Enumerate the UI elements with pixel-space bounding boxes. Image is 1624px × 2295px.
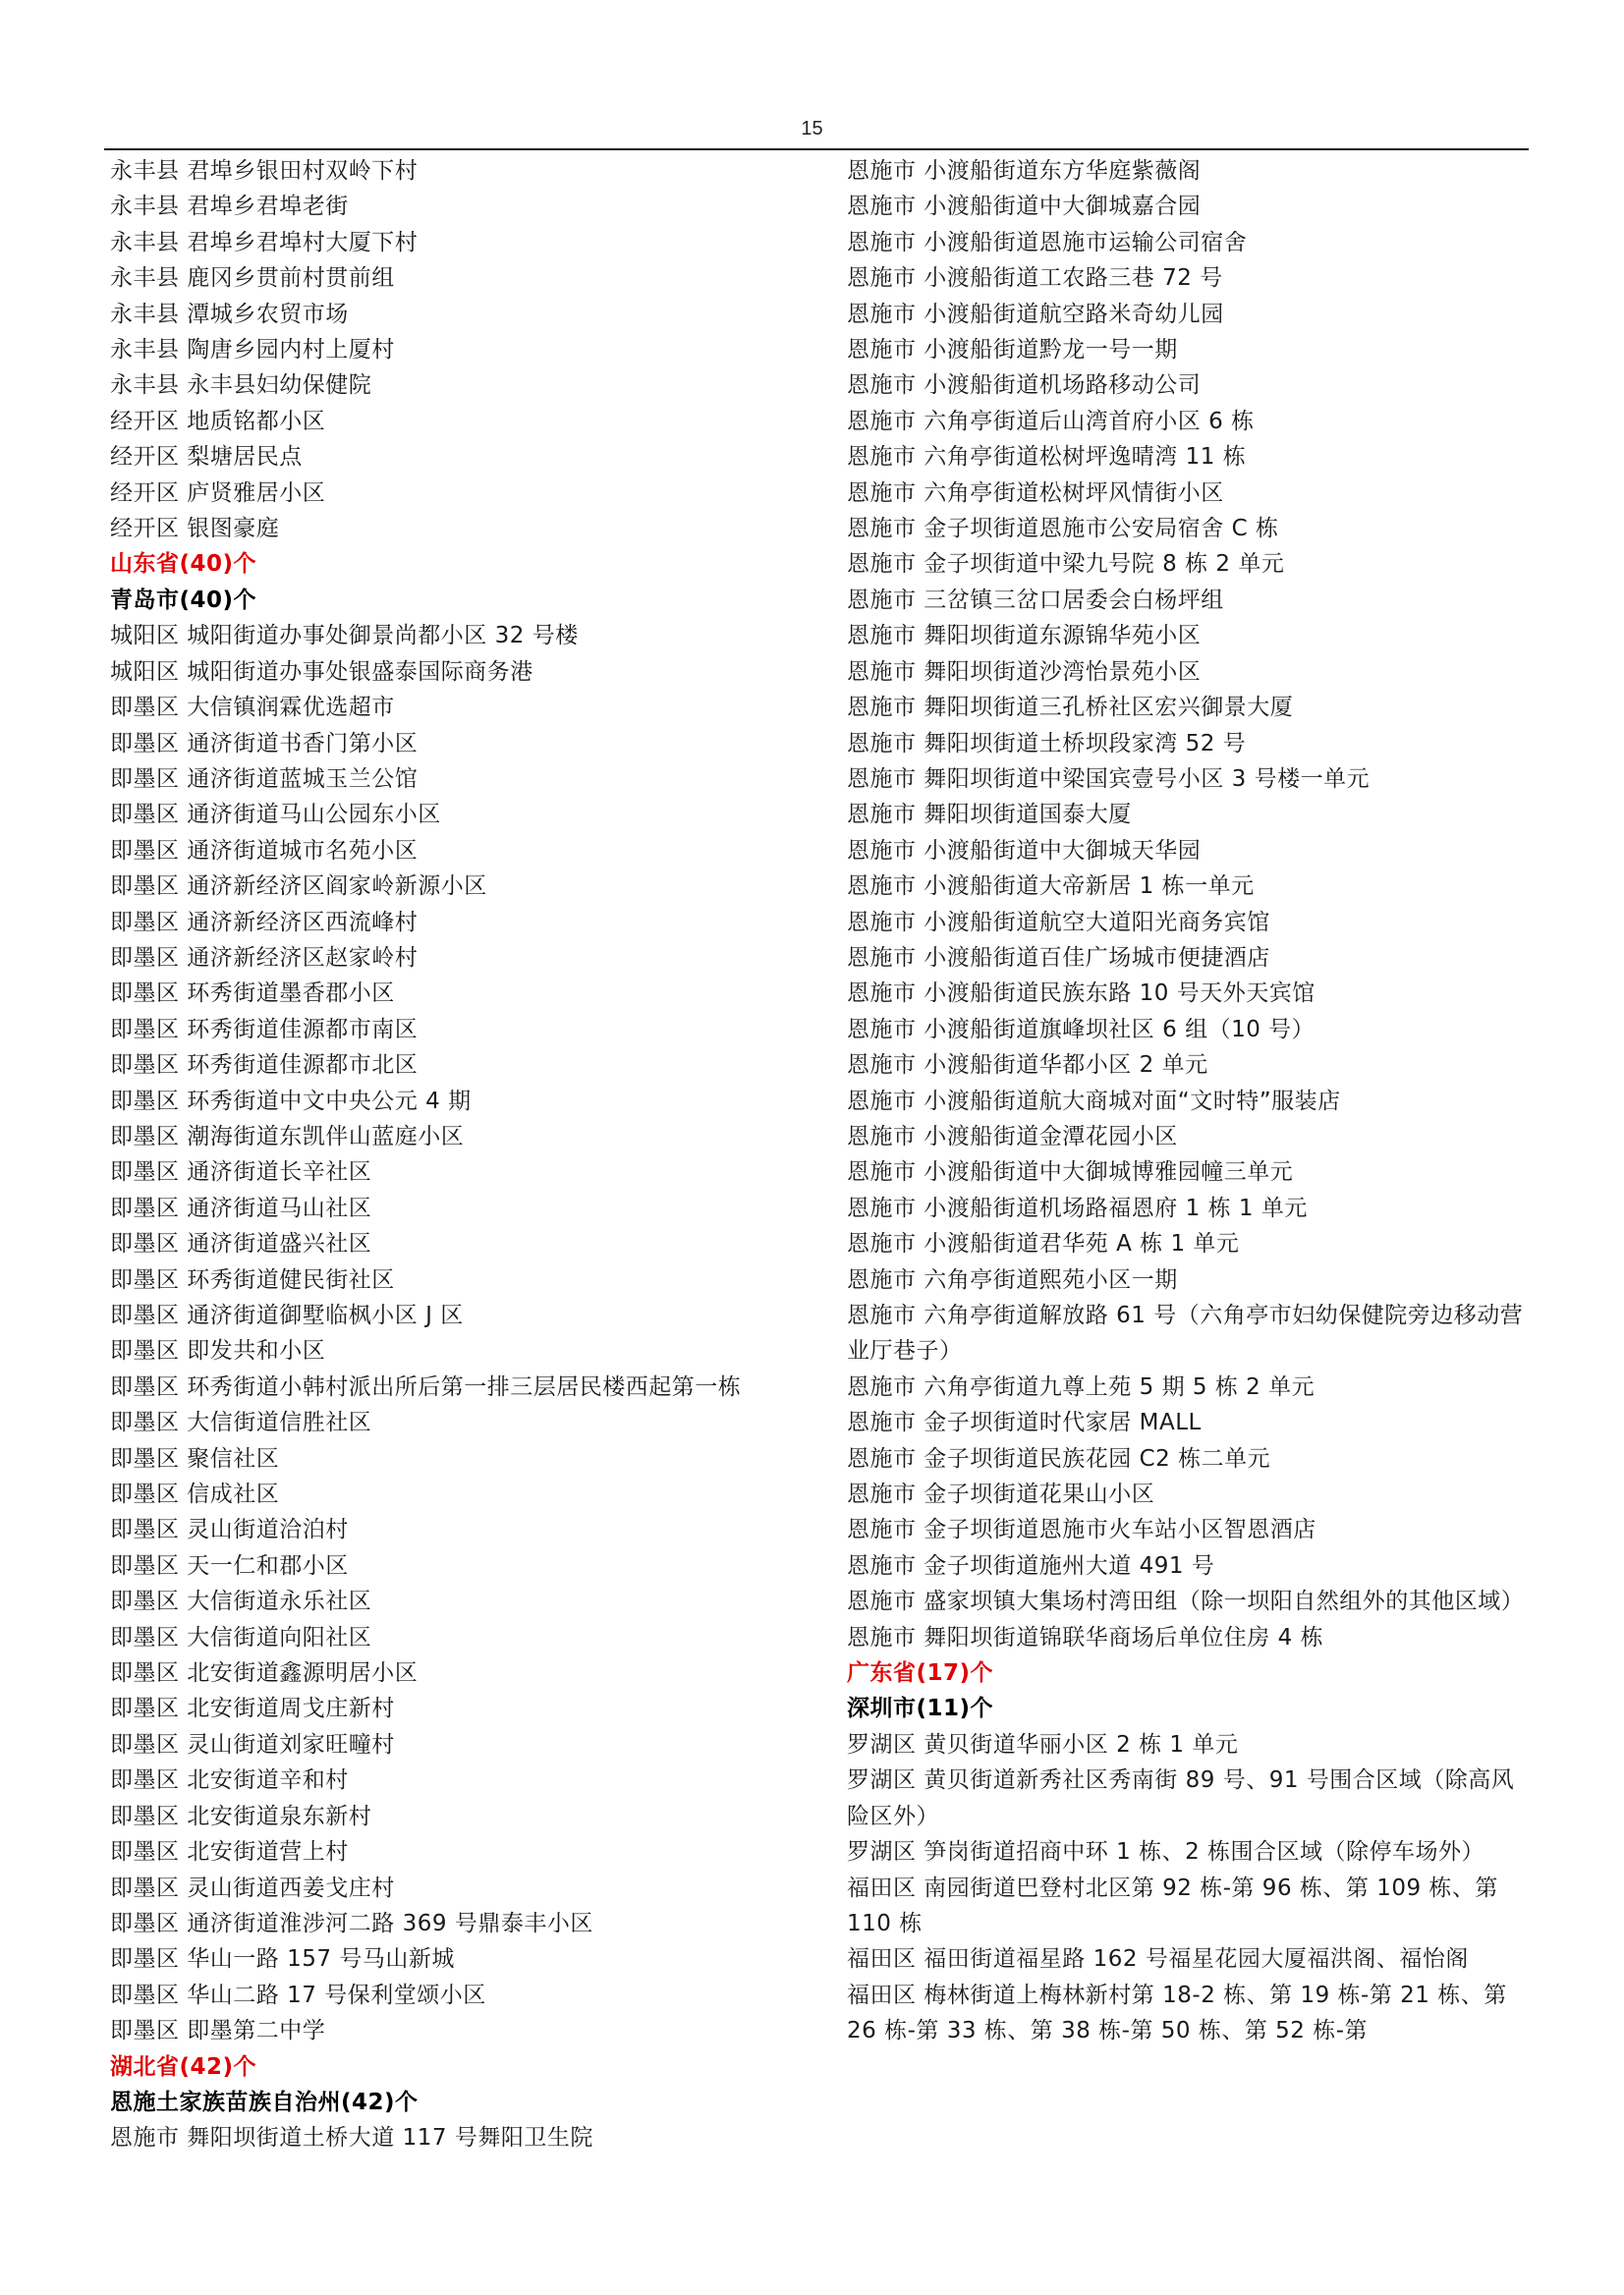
- location-entry: 恩施市 小渡船街道中大御城天华园: [847, 837, 1202, 864]
- location-entry: 永丰县 君埠乡银田村双岭下村: [110, 158, 419, 184]
- city-heading: 青岛市(40)个: [110, 587, 257, 613]
- location-entry: 即墨区 环秀街道小韩村派出所后第一排三层居民楼西起第一栋: [110, 1373, 742, 1400]
- location-entry: 即墨区 通济新经济区西流峰村: [110, 909, 419, 935]
- location-entry: 恩施市 舞阳坝街道土桥坝段家湾 52 号: [847, 730, 1247, 756]
- location-entry: 即墨区 大信镇润霖优选超市: [110, 695, 395, 721]
- location-entry: 罗湖区 笋岗街道招商中环 1 栋、2 栋围合区域（除停车场外）: [847, 1839, 1485, 1866]
- location-entry: 即墨区 环秀街道佳源都市北区: [110, 1052, 419, 1079]
- location-entry: 恩施市 舞阳坝街道中梁国宾壹号小区 3 号楼一单元: [847, 765, 1371, 792]
- location-entry: 即墨区 通济新经济区赵家岭村: [110, 944, 419, 971]
- location-entry: 恩施市 舞阳坝街道土桥大道 117 号舞阳卫生院: [110, 2125, 593, 2152]
- city-heading: 深圳市(11)个: [847, 1696, 994, 1722]
- location-entry: 即墨区 大信街道永乐社区: [110, 1589, 372, 1615]
- location-entry: 即墨区 通济街道蓝城玉兰公馆: [110, 765, 419, 792]
- right-column: [847, 153, 1535, 2049]
- location-entry: 恩施市 舞阳坝街道锦联华商场后单位住房 4 栋: [847, 1624, 1324, 1651]
- location-entry: 即墨区 通济新经济区阎家岭新源小区: [110, 873, 487, 900]
- location-entry: 永丰县 陶唐乡园内村上厦村: [110, 337, 395, 364]
- page-number: 15: [801, 118, 823, 140]
- location-entry: 即墨区 环秀街道中文中央公元 4 期: [110, 1088, 472, 1114]
- province-heading: 湖北省(42)个: [110, 2053, 257, 2080]
- location-entry: 恩施市 金子坝街道施州大道 491 号: [847, 1552, 1215, 1579]
- location-entry: 永丰县 潭城乡农贸市场: [110, 301, 349, 327]
- location-entry: 恩施市 小渡船街道东方华庭紫薇阁: [847, 158, 1202, 184]
- province-heading: 广东省(17)个: [847, 1660, 994, 1687]
- location-entry: 即墨区 北安街道辛和村: [110, 1767, 349, 1794]
- location-entry: 恩施市 金子坝街道恩施市公安局宿舍 C 栋: [847, 516, 1279, 542]
- location-entry: 恩施市 小渡船街道民族东路 10 号天外天宾馆: [847, 980, 1316, 1007]
- location-entry: 恩施市 小渡船街道华都小区 2 单元: [847, 1052, 1208, 1079]
- location-entry: 恩施市 三岔镇三岔口居委会白杨坪组: [847, 587, 1224, 613]
- location-entry: 永丰县 永丰县妇幼保健院: [110, 372, 372, 399]
- location-entry: 恩施市 小渡船街道大帝新居 1 栋一单元: [847, 873, 1255, 900]
- location-entry: 恩施市 小渡船街道航空大道阳光商务宾馆: [847, 909, 1270, 935]
- location-entry: 即墨区 华山一路 157 号马山新城: [110, 1946, 455, 1973]
- location-entry: 恩施市 小渡船街道航大商城对面“文时特”服装店: [847, 1088, 1341, 1114]
- location-entry: 即墨区 即发共和小区: [110, 1338, 326, 1365]
- location-entry: 即墨区 信成社区: [110, 1482, 280, 1508]
- location-entry: 恩施市 小渡船街道黔龙一号一期: [847, 337, 1178, 364]
- location-entry: 恩施市 六角亭街道解放路 61 号（六角亭市妇幼保健院旁边移动营业厅巷子）: [847, 1303, 1524, 1365]
- location-entry: 即墨区 天一仁和郡小区: [110, 1552, 349, 1579]
- location-entry: 恩施市 舞阳坝街道三孔桥社区宏兴御景大厦: [847, 695, 1294, 721]
- location-entry: 恩施市 小渡船街道恩施市运输公司宿舍: [847, 229, 1248, 255]
- location-entry: 恩施市 小渡船街道中大御城博雅园幢三单元: [847, 1159, 1294, 1186]
- location-entry: 即墨区 北安街道周戈庄新村: [110, 1696, 395, 1722]
- location-entry: 即墨区 环秀街道佳源都市南区: [110, 1016, 419, 1042]
- location-entry: 恩施市 六角亭街道九尊上苑 5 期 5 栋 2 单元: [847, 1373, 1316, 1400]
- location-entry: 即墨区 环秀街道墨香郡小区: [110, 980, 395, 1007]
- location-entry: 即墨区 环秀街道健民街社区: [110, 1266, 395, 1293]
- location-entry: 即墨区 即墨第二中学: [110, 2018, 326, 2044]
- location-entry: 恩施市 小渡船街道百佳广场城市便捷酒店: [847, 944, 1270, 971]
- location-entry: 恩施市 小渡船街道工农路三巷 72 号: [847, 265, 1223, 292]
- location-entry: 即墨区 华山二路 17 号保利堂颂小区: [110, 1982, 486, 2008]
- location-entry: 恩施市 舞阳坝街道沙湾怡景苑小区: [847, 658, 1202, 685]
- location-entry: 即墨区 通济街道淮涉河二路 369 号鼎泰丰小区: [110, 1910, 593, 1936]
- location-entry: 恩施市 舞阳坝街道国泰大厦: [847, 802, 1132, 828]
- location-entry: 恩施市 金子坝街道花果山小区: [847, 1482, 1155, 1508]
- location-entry: 恩施市 六角亭街道松树坪风情街小区: [847, 479, 1224, 506]
- location-entry: 经开区 庐贤雅居小区: [110, 479, 326, 506]
- location-entry: 福田区 南园街道巴登村北区第 92 栋-第 96 栋、第 109 栋、第 110 栋: [847, 1875, 1498, 1936]
- location-entry: 恩施市 金子坝街道民族花园 C2 栋二单元: [847, 1445, 1271, 1472]
- location-entry: 恩施市 小渡船街道航空路米奇幼儿园: [847, 301, 1224, 327]
- location-entry: 即墨区 聚信社区: [110, 1445, 280, 1472]
- location-entry: 经开区 银图豪庭: [110, 516, 280, 542]
- location-entry: 福田区 福田街道福星路 162 号福星花园大厦福洪阁、福怡阁: [847, 1946, 1469, 1973]
- location-entry: 恩施市 小渡船街道中大御城嘉合园: [847, 194, 1202, 220]
- location-entry: 即墨区 潮海街道东凯伴山蓝庭小区: [110, 1123, 465, 1149]
- location-entry: 即墨区 灵山街道西姜戈庄村: [110, 1875, 395, 1901]
- location-entry: 罗湖区 黄贝街道华丽小区 2 栋 1 单元: [847, 1731, 1239, 1758]
- location-entry: 即墨区 大信街道信胜社区: [110, 1410, 372, 1436]
- location-entry: 城阳区 城阳街道办事处御景尚都小区 32 号楼: [110, 623, 579, 649]
- location-entry: 即墨区 北安街道泉东新村: [110, 1803, 372, 1829]
- location-entry: 恩施市 小渡船街道金潭花园小区: [847, 1123, 1178, 1149]
- location-entry: 恩施市 舞阳坝街道东源锦华苑小区: [847, 623, 1202, 649]
- location-entry: 永丰县 鹿冈乡贯前村贯前组: [110, 265, 395, 292]
- location-entry: 恩施市 小渡船街道旗峰坝社区 6 组（10 号）: [847, 1016, 1316, 1042]
- location-entry: 即墨区 通济街道书香门第小区: [110, 730, 419, 756]
- location-entry: 永丰县 君埠乡君埠村大厦下村: [110, 229, 419, 255]
- location-entry: 恩施市 六角亭街道后山湾首府小区 6 栋: [847, 408, 1255, 434]
- location-entry: 恩施市 小渡船街道君华苑 A 栋 1 单元: [847, 1231, 1240, 1258]
- location-entry: 即墨区 通济街道马山社区: [110, 1195, 372, 1221]
- left-column: [110, 153, 798, 2156]
- location-entry: 恩施市 小渡船街道机场路福恩府 1 栋 1 单元: [847, 1195, 1308, 1221]
- location-entry: 恩施市 盛家坝镇大集场村湾田组（除一坝阳自然组外的其他区域）: [847, 1589, 1525, 1615]
- location-entry: 经开区 地质铭都小区: [110, 408, 326, 434]
- location-entry: 即墨区 通济街道城市名苑小区: [110, 837, 419, 864]
- location-entry: 即墨区 灵山街道洽泊村: [110, 1517, 349, 1543]
- location-entry: 即墨区 通济街道御墅临枫小区 J 区: [110, 1303, 464, 1328]
- location-entry: 即墨区 北安街道营上村: [110, 1839, 349, 1866]
- location-entry: 恩施市 六角亭街道熙苑小区一期: [847, 1266, 1178, 1293]
- location-entry: 恩施市 金子坝街道中梁九号院 8 栋 2 单元: [847, 551, 1285, 578]
- location-entry: 城阳区 城阳街道办事处银盛泰国际商务港: [110, 658, 533, 685]
- location-entry: 罗湖区 黄贝街道新秀社区秀南街 89 号、91 号围合区域（除高风险区外）: [847, 1767, 1515, 1829]
- location-entry: 即墨区 通济街道盛兴社区: [110, 1231, 372, 1258]
- location-entry: 即墨区 灵山街道刘家旺疃村: [110, 1731, 395, 1758]
- location-entry: 即墨区 大信街道向阳社区: [110, 1624, 372, 1651]
- location-entry: 恩施市 六角亭街道松树坪逸晴湾 11 栋: [847, 444, 1247, 471]
- location-entry: 即墨区 北安街道鑫源明居小区: [110, 1660, 419, 1687]
- location-entry: 即墨区 通济街道马山公园东小区: [110, 802, 441, 828]
- location-entry: 恩施市 金子坝街道时代家居 MALL: [847, 1410, 1202, 1436]
- location-entry: 即墨区 通济街道长辛社区: [110, 1159, 372, 1186]
- city-heading: 恩施土家族苗族自治州(42)个: [110, 2089, 419, 2115]
- location-entry: 福田区 梅林街道上梅林新村第 18-2 栋、第 19 栋-第 21 栋、第 26 栋-第 33 栋、第 38 栋-第 50 栋、第 52 栋-第: [847, 1982, 1507, 2044]
- province-heading: 山东省(40)个: [110, 551, 257, 578]
- location-entry: 恩施市 小渡船街道机场路移动公司: [847, 372, 1202, 399]
- header-rule: [104, 148, 1529, 150]
- location-entry: 永丰县 君埠乡君埠老街: [110, 194, 349, 220]
- location-entry: 恩施市 金子坝街道恩施市火车站小区智恩酒店: [847, 1517, 1316, 1543]
- location-entry: 经开区 梨塘居民点: [110, 444, 303, 471]
